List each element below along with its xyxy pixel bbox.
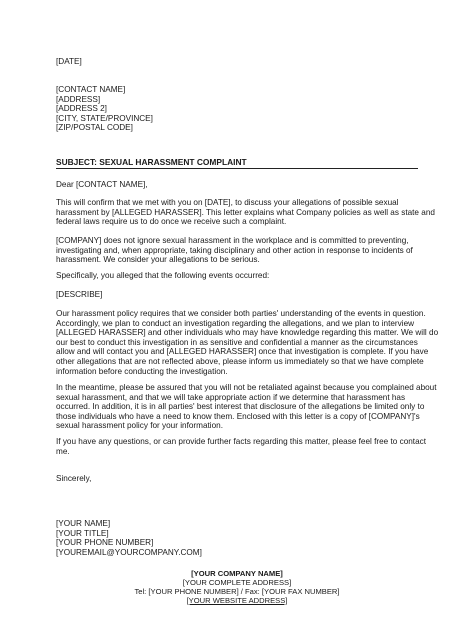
paragraph-line: If you have any questions, or can provide further facts regarding this matter, please feel free to contact <box>56 437 427 446</box>
paragraph-line: [ALLEGED HARASSER] and other individuals who may have knowledge regarding this matter. We will do <box>56 328 439 338</box>
body-paragraph <box>56 236 418 265</box>
paragraph-line: occurred. In addition, it is in all parties' best interest that disclosure of the allegations be limited only to <box>56 402 425 412</box>
body-paragraph <box>56 290 418 300</box>
recipient-line: [ADDRESS] <box>56 95 101 104</box>
footer-contact: Tel: [YOUR PHONE NUMBER] / Fax: [YOUR FAX NUMBER] <box>134 587 340 596</box>
paragraph-line: allow and will contact you and [ALLEGED HARASSER] once that investigation is complete. If you have <box>56 347 429 357</box>
subject-divider <box>56 168 418 169</box>
footer-company-name: [YOUR COMPANY NAME] <box>191 569 283 578</box>
paragraph-line: [DESCRIBE] <box>56 290 103 299</box>
signature-line: [YOUREMAIL@YOURCOMPANY.COM] <box>56 548 202 557</box>
paragraph-line: federal laws require us to do once we receive such a complaint. <box>56 217 287 227</box>
website-link[interactable]: [YOUR WEBSITE ADDRESS] <box>186 596 288 605</box>
signature-line: [YOUR TITLE] <box>56 529 109 538</box>
body-paragraph <box>56 383 437 431</box>
paragraph-line: Our harassment policy requires that we consider both parties' understanding of the events in question. <box>56 309 426 318</box>
footer-website <box>56 596 418 605</box>
recipient-line: [ZIP/POSTAL CODE] <box>56 123 133 132</box>
recipient-line: [CONTACT NAME] <box>56 85 126 94</box>
paragraph-line: sexual harassment, and that we will take appropriate action if we determine that harassment has <box>56 392 406 402</box>
body-paragraph <box>56 309 439 376</box>
paragraph-line: [COMPANY] does not ignore sexual harassment in the workplace and is committed to preventing, <box>56 236 409 245</box>
subject-heading: SUBJECT: SEXUAL HARASSMENT COMPLAINT <box>56 157 247 167</box>
paragraph-line: harassment. We consider your allegations to be serious. <box>56 255 260 265</box>
signature-line: [YOUR NAME] <box>56 519 111 528</box>
paragraph-line: This will confirm that we met with you on [DATE], to discuss your allegations of possible sexual <box>56 198 399 207</box>
paragraph-line: harassment by [ALLEGED HARASSER]. This letter explains what Company policies as well as state and <box>56 207 435 217</box>
paragraph-line: Specifically, you alleged that the following events occurred: <box>56 271 270 280</box>
signature-line: [YOUR PHONE NUMBER] <box>56 538 154 547</box>
closing: Sincerely, <box>56 474 92 483</box>
salutation: Dear [CONTACT NAME], <box>56 180 148 189</box>
body-paragraph <box>56 271 418 281</box>
paragraph-line: other allegations that are not reflected above, please inform us immediately so that we have complete <box>56 356 424 366</box>
body-paragraph <box>56 437 427 456</box>
letter-date: [DATE] <box>56 57 82 66</box>
paragraph-line: our best to conduct this investigation in as sensitive and confidential a manner as the circumstances <box>56 337 418 347</box>
paragraph-line: Accordingly, we plan to conduct an investigation regarding the allegations, and we plan to interview <box>56 318 415 328</box>
paragraph-line: sexual harassment policy for your information. <box>56 421 224 431</box>
paragraph-line: In the meantime, please be assured that you will not be retaliated against because you complained about <box>56 383 437 392</box>
recipient-line: [CITY, STATE/PROVINCE] <box>56 114 153 123</box>
paragraph-line: those individuals who have a need to know them. Enclosed with this letter is a copy of [COMPANY]'s <box>56 411 420 421</box>
body-paragraph <box>56 198 435 227</box>
footer-address: [YOUR COMPLETE ADDRESS] <box>182 578 292 587</box>
paragraph-line: investigating and, when appropriate, taking disciplinary and other action in response to incidents of <box>56 245 413 255</box>
paragraph-line: information before conducting the investigation. <box>56 366 228 376</box>
recipient-line: [ADDRESS 2] <box>56 104 107 113</box>
paragraph-line: me. <box>56 446 70 456</box>
